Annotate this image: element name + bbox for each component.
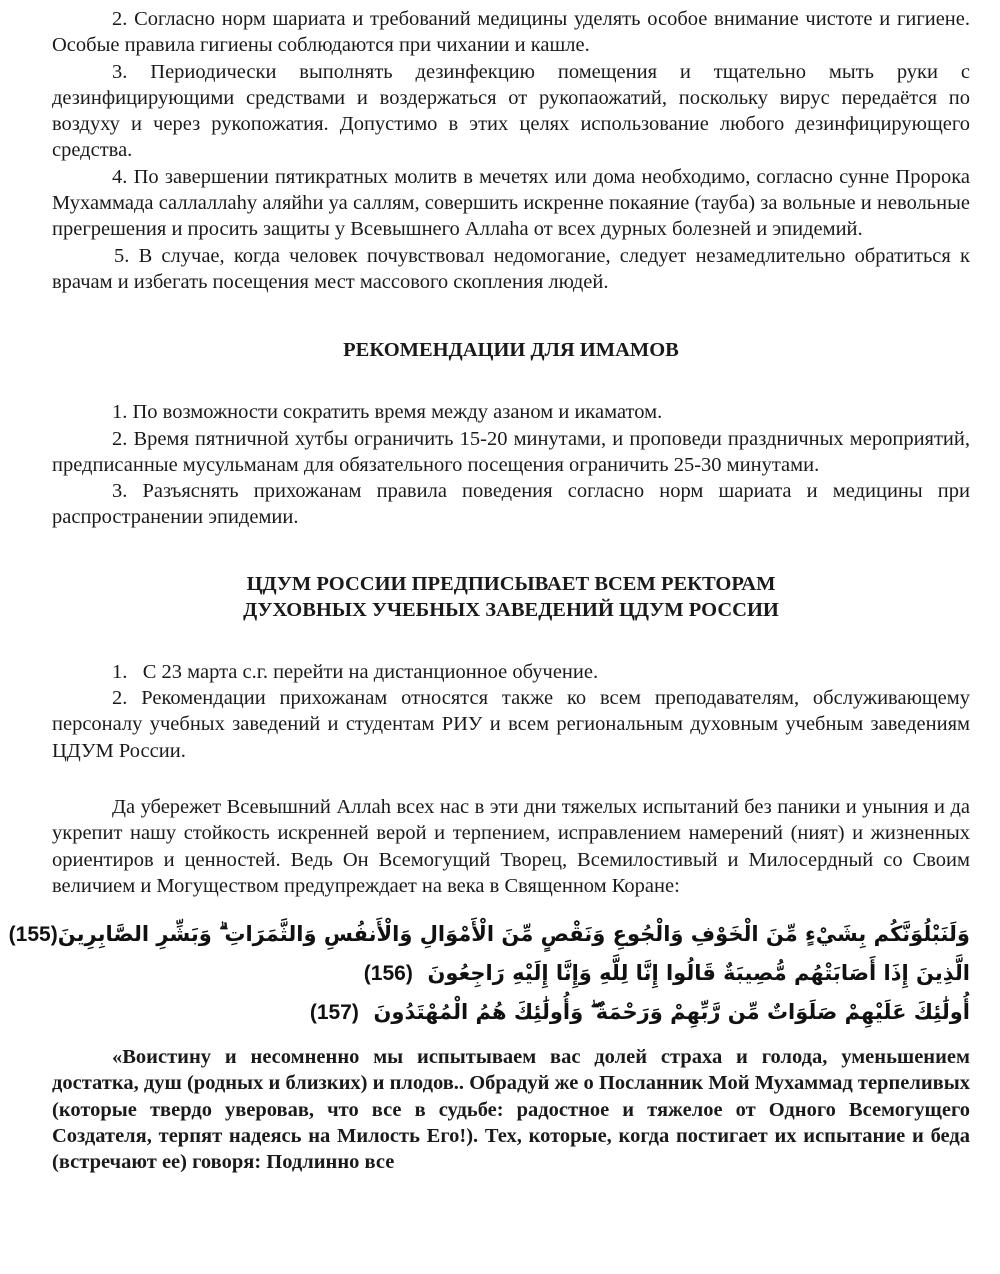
list-item: 2. Время пятничной хутбы ограничить 15-20 минутами, и проповеди праздничных мероприятий, предписанные мусульманам для обязательного посещения ограничить 25-30 минутами. [52, 427, 970, 476]
quran-verse [52, 993, 970, 1032]
verse-text: أُولَٰئِكَ عَلَيْهِمْ صَلَوَاتٌ مِّن رَّبِّهِمْ وَرَحْمَةٌ ۖ وَأُولَٰئِكَ هُمُ الْمُهْتَدُونَ [373, 1000, 970, 1025]
verse-text: وَلَنَبْلُوَنَّكُم بِشَيْءٍ مِّنَ الْخَوْفِ وَالْجُوعِ وَنَقْصٍ مِّنَ الْأَمْوَالِ وَالْأَنفُسِ وَالثَّمَرَاتِ ۗ وَبَشِّرِ الصَّابِرِينَ [57, 922, 970, 947]
translation-text: «Воистину и несомненно мы испытываем вас долей страха и голода, уменьшением достатка, душ (родных и близких) и плодов.. Обрадуй же о Посланник Мой Мухаммад терпеливых (которые твердо уверовав, что все в судьбе: радостное и тяжелое от Одного Всемогущего Создателя, терпят надеясь на Милость Его!). Тех, которые, когда постигает их испытание и беда (встречают ее) говоря: Подлинно все [52, 1046, 970, 1174]
list-item: 3. Разъяснять прихожанам правила поведения согласно норм шариата и медицины при распространении эпидемии. [52, 480, 970, 529]
rectors-title-line2: ДУХОВНЫХ УЧЕБНЫХ ЗАВЕДЕНИЙ ЦДУМ РОССИИ [243, 598, 779, 621]
list-item: 1. С 23 марта с.г. перейти на дистанционное обучение. [112, 660, 599, 683]
verse-translation [52, 1044, 970, 1175]
quran-verse [52, 954, 970, 993]
rectors-title-line1: ЦДУМ РОССИИ ПРЕДПИСЫВАЕТ ВСЕМ РЕКТОРАМ [246, 572, 776, 595]
list-item: 2. Рекомендации прихожанам относятся также ко всем преподавателям, обслуживающему персоналу учебных заведений и студентам РИУ и всем региональным духовным учебным заведениям ЦДУМ России. [52, 687, 970, 762]
rectors-section-title [52, 571, 970, 623]
list-item: 1. По возможности сократить время между азаном и икаматом. [112, 401, 663, 424]
verse-text: الَّذِينَ إِذَا أَصَابَتْهُم مُّصِيبَةٌ قَالُوا إِنَّا لِلَّهِ وَإِنَّا إِلَيْهِ رَاجِعُونَ [427, 961, 970, 986]
imams-recommendations [52, 399, 970, 530]
rectors-instructions [52, 659, 970, 764]
list-item: 2. Согласно норм шариата и требований медицины уделять особое внимание чистоте и гигиене. Особые правила гигиены соблюдаются при чихании и кашле. [52, 8, 970, 57]
imams-section-title: РЕКОМЕНДАЦИИ ДЛЯ ИМАМОВ [343, 339, 679, 362]
hygiene-recommendations [52, 6, 970, 295]
closing-paragraph: Да убережет Всевышний Аллаh всех нас в эти дни тяжелых испытаний без паники и уныния и да укрепит нашу стойкость искренней верой и терпением, исправлением намерений (ният) и жизненных ориентиров и ценностей. Ведь Он Всемогущий Творец, Всемилостивый и Милосердный со Своим величием и Могуществом предупреждает на века в Священном Коране: [52, 795, 970, 897]
verse-number: (155) [8, 923, 58, 947]
verse-number: (157) [309, 1001, 359, 1025]
document-page [8, 6, 970, 1176]
verse-number: (156) [363, 962, 413, 986]
quran-verse [8, 915, 970, 954]
list-item: 4. По завершении пятикратных молитв в мечетях или дома необходимо, согласно сунне Пророка Мухаммада саллаллаhу аляйhи уа саллям, совершить искренне покаяние (тауба) за вольные и невольные прегрешения и просить защиты у Всевышнего Аллаhа от всех дурных болезней и эпидемий. [52, 165, 970, 241]
list-item: 5. В случае, когда человек почувствовал недомогание, следует незамедлительно обратиться к врачам и избегать посещения мест массового скопления людей. [52, 244, 970, 293]
list-item: 3. Периодически выполнять дезинфекцию помещения и тщательно мыть руки с дезинфицирующими средствами и воздержаться от рукопаожатий, поскольку вирус передаётся по воздуху и через рукопожатия. Допустимо в этих целях использование любого дезинфицирующего средства. [52, 60, 970, 162]
quran-verses [8, 915, 970, 1032]
